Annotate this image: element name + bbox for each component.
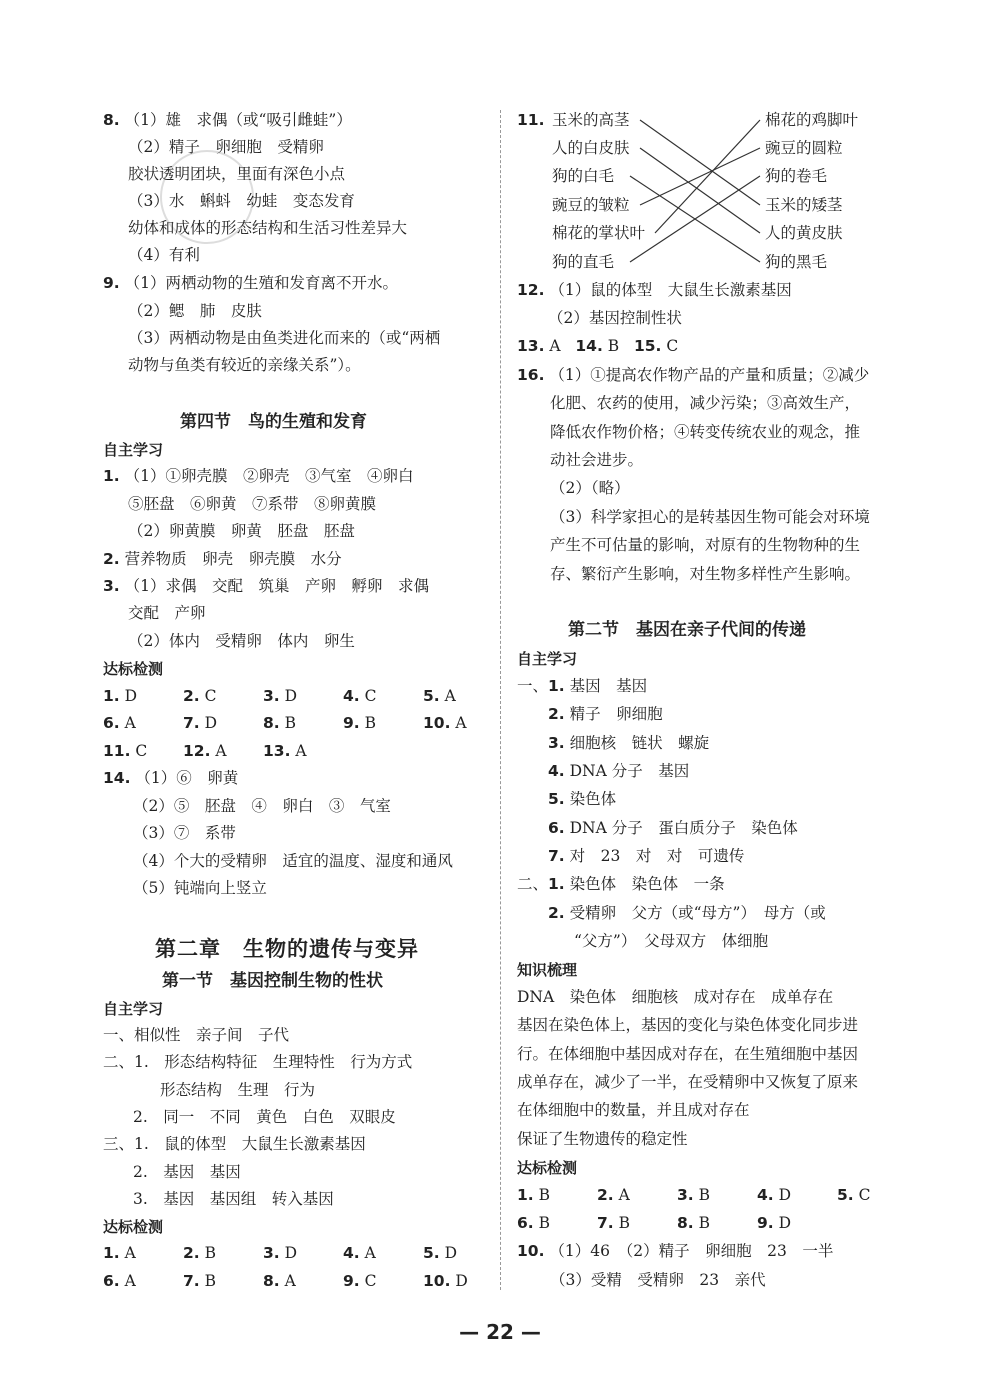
yi-item-7: 7. 对 23 对 对 可遗传 [548, 847, 745, 865]
q16-line8: 存、繁衍产生影响，对生物多样性产生影响。 [550, 565, 861, 583]
q9-line1: 9. （1）两栖动物的生殖和发育离不开水。 [103, 274, 398, 292]
q16-line1: 16. （1）①提高农作物产品的产量和质量；②减少 [517, 366, 870, 384]
q11-number: 11. [517, 111, 545, 129]
er-item-1: 二、1. 染色体 染色体 一条 [517, 875, 725, 893]
q11-left-item: 人的白皮肤 [552, 139, 630, 157]
q8-line3: 胶状透明团块，里面有深色小点 [128, 165, 346, 183]
dabiao-heading-3: 达标检测 [517, 1159, 578, 1177]
q12-line2: （2）基因控制性状 [548, 309, 682, 327]
section4-title: 第四节 鸟的生殖和发育 [180, 412, 367, 432]
zs-line6: 保证了生物遗传的稳定性 [517, 1130, 688, 1148]
match-line [640, 148, 760, 233]
q12-line1: 12. （1）鼠的体型 大鼠生长激素基因 [517, 281, 792, 299]
yi-item-4: 4. DNA 分子 基因 [548, 762, 690, 780]
match-line [640, 148, 760, 205]
c2-er1: 二、1. 形态结构特征 生理特性 行为方式 [103, 1053, 413, 1071]
er-item-2a: 2. 受精卵 父方（或“母方”） 母方（或 [548, 904, 826, 922]
q14-line2: （2）⑤ 胚盘 ④ 卵白 ③ 气室 [133, 797, 391, 815]
q11-left-item: 玉米的高茎 [552, 111, 630, 129]
mcq2-row2: 6. A 7. B 8. A 9. C 10. D [103, 1272, 468, 1290]
zs-line3: 行。在体细胞中基因成对存在，在生殖细胞中基因 [517, 1045, 859, 1063]
mcq2-row1: 1. A 2. B 3. D 4. A 5. D [103, 1244, 458, 1262]
yi-item-6: 6. DNA 分子 蛋白质分子 染色体 [548, 819, 798, 837]
page-number: — 22 — [459, 1320, 541, 1344]
q16-line6: （3）科学家担心的是转基因生物可能会对环境 [550, 508, 870, 526]
s4-q1-line3: （2）卵黄膜 卵黄 胚盘 胚盘 [128, 522, 355, 540]
yi-item-2: 2. 精子 卵细胞 [548, 705, 663, 723]
c2-san1: 三、1. 鼠的体型 大鼠生长激素基因 [103, 1135, 366, 1153]
zs-line1: DNA 染色体 细胞核 成对存在 成单存在 [517, 988, 834, 1006]
q11-left-item: 狗的直毛 [552, 253, 615, 271]
q10-line1: 10. （1）46 （2）精子 卵细胞 23 一半 [517, 1242, 834, 1260]
q11-left-item: 狗的白毛 [552, 167, 615, 185]
zizhu-heading-1: 自主学习 [103, 441, 164, 459]
q14-line1: 14. （1）⑥ 卵黄 [103, 769, 239, 787]
s4-q3-line3: （2）体内 受精卵 体内 卵生 [128, 632, 355, 650]
q16-line3: 降低农作物价格；④转变传统农业的观念，推 [550, 423, 861, 441]
s4-q3-line2: 交配 产卵 [128, 604, 206, 622]
zizhu-heading-3: 自主学习 [517, 650, 578, 668]
c2-san2: 2. 基因 基因 [133, 1163, 241, 1181]
q11-right-item: 狗的卷毛 [765, 167, 828, 185]
match-line [640, 120, 760, 205]
yi-item-5: 5. 染色体 [548, 790, 617, 808]
c2-yi: 一、相似性 亲子间 子代 [103, 1026, 290, 1044]
q11-right-item: 狗的黑毛 [765, 253, 828, 271]
q11-right-item: 豌豆的圆粒 [765, 139, 843, 157]
q8-line2: （2）精子 卵细胞 受精卵 [128, 138, 324, 156]
q9-line4: 动物与鱼类有较近的亲缘关系”）。 [128, 356, 361, 374]
c2-er1b: 形态结构 生理 行为 [160, 1081, 316, 1099]
section1-title: 第一节 基因控制生物的性状 [162, 971, 383, 991]
q14-line4: （4）个大的受精卵 适宜的温度、湿度和通风 [133, 852, 453, 870]
s4-q1-line1: 1. （1）①卵壳膜 ②卵壳 ③气室 ④卵白 [103, 467, 414, 485]
mcq1-row1: 1. D 2. C 3. D 4. C 5. A [103, 687, 456, 705]
mcq1-row3: 11. C 12. A 13. A [103, 742, 307, 760]
dabiao-heading-2: 达标检测 [103, 1218, 164, 1236]
s4-q1-line2: ⑤胚盘 ⑥卵黄 ⑦系带 ⑧卵黄膜 [128, 495, 377, 513]
zs-line2: 基因在染色体上，基因的变化与染色体变化同步进 [517, 1016, 859, 1034]
q9-line3: （3）两栖动物是由鱼类进化而来的（或“两栖 [128, 329, 441, 347]
mcq1-row2: 6. A 7. D 8. B 9. B 10. A [103, 714, 467, 732]
q8-line1: 8. （1）雄 求偶（或“吸引雌蛙”） [103, 111, 352, 129]
q13-15: 13. A 14. B 15. C [517, 337, 679, 355]
dabiao-heading-1: 达标检测 [103, 660, 164, 678]
q11-right-item: 玉米的矮茎 [765, 196, 843, 214]
q8-line6: （4）有利 [128, 246, 200, 264]
yi-item-1: 一、1. 基因 基因 [517, 677, 648, 695]
q14-line3: （3）⑦ 系带 [133, 824, 236, 842]
mcq3-row2: 6. B 7. B 8. B 9. D [517, 1214, 792, 1232]
s4-q2: 2. 营养物质 卵壳 卵壳膜 水分 [103, 550, 342, 568]
mcq3-row1: 1. B 2. A 3. B 4. D 5. C [517, 1186, 871, 1204]
chapter2-title: 第二章 生物的遗传与变异 [155, 937, 419, 961]
q14-line5: （5）钝端向上竖立 [133, 879, 267, 897]
zhishi-heading: 知识梳理 [517, 961, 578, 979]
er-item-2b: “父方”） 父母双方 体细胞 [574, 932, 769, 950]
zizhu-heading-2: 自主学习 [103, 1000, 164, 1018]
q11-left-item: 豌豆的皱粒 [552, 196, 630, 214]
c2-san3: 3. 基因 基因组 转入基因 [133, 1190, 334, 1208]
section2-title: 第二节 基因在亲子代间的传递 [568, 620, 806, 640]
q8-line4: （3）水 蝌蚪 幼蛙 变态发育 [128, 192, 355, 210]
q11-matching-lines [0, 0, 1000, 300]
q9-line2: （2）鳃 肺 皮肤 [128, 302, 262, 320]
match-line [655, 120, 760, 233]
zs-line4: 成单存在，减少了一半，在受精卵中又恢复了原来 [517, 1073, 859, 1091]
q16-line4: 动社会进步。 [550, 451, 644, 469]
q16-line2: 化肥、农药的使用，减少污染；③高效生产， [550, 394, 861, 412]
q16-line7: 产生不可估量的影响，对原有的生物物种的生 [550, 536, 861, 554]
q8-line5: 幼体和成体的形态结构和生活习性差异大 [128, 219, 408, 237]
q11-right-item: 棉花的鸡脚叶 [765, 111, 859, 129]
zs-line5: 在体细胞中的数量，并且成对存在 [517, 1101, 750, 1119]
q11-right-item: 人的黄皮肤 [765, 224, 843, 242]
yi-item-3: 3. 细胞核 链状 螺旋 [548, 734, 710, 752]
c2-er2: 2. 同一 不同 黄色 白色 双眼皮 [133, 1108, 396, 1126]
q10-line2: （3）受精 受精卵 23 亲代 [550, 1271, 766, 1289]
s4-q3-line1: 3. （1）求偶 交配 筑巢 产卵 孵卵 求偶 [103, 577, 429, 595]
q16-line5: （2）（略） [550, 479, 630, 497]
q11-left-item: 棉花的掌状叶 [552, 224, 646, 242]
